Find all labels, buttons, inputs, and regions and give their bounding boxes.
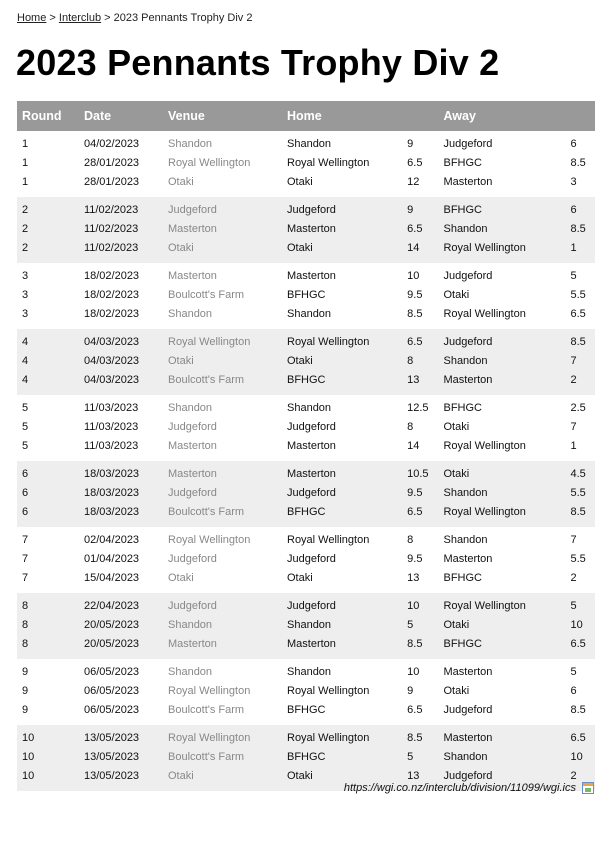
match-away-team: Otaki — [443, 289, 470, 301]
match-venue: Shandon — [168, 666, 213, 678]
table-row — [17, 197, 595, 220]
breadcrumb-interclub-link[interactable]: Interclub — [58, 12, 102, 24]
match-date: 11/02/2023 — [79, 197, 163, 220]
match-venue: Otaki — [163, 239, 282, 263]
match-home-team: BFHGC — [282, 503, 402, 527]
match-away-team: Shandon — [438, 484, 565, 503]
match-home-score: 12 — [407, 176, 420, 188]
match-away-score: 5 — [565, 593, 595, 616]
match-venue: Shandon — [168, 308, 213, 320]
match-away-score: 6 — [570, 685, 577, 697]
match-date: 02/04/2023 — [84, 534, 140, 546]
match-home-score: 10 — [407, 666, 420, 678]
match-home-team: Judgeford — [282, 593, 402, 616]
match-away-score: 3 — [570, 176, 577, 188]
match-round: 5 — [22, 402, 29, 414]
match-away-team: Shandon — [443, 534, 488, 546]
match-home-team: Masterton — [287, 270, 336, 282]
match-home-team: Royal Wellington — [287, 157, 370, 169]
match-away-score: 2 — [565, 371, 595, 395]
match-home-score: 12.5 — [407, 402, 429, 414]
match-away-team: BFHGC — [443, 572, 482, 584]
match-home-score: 5 — [402, 748, 438, 767]
breadcrumb-separator: > — [101, 12, 114, 24]
match-round: 1 — [22, 157, 29, 169]
match-round: 10 — [17, 748, 79, 767]
match-date: 11/03/2023 — [84, 440, 139, 452]
table-row — [17, 239, 595, 263]
calendar-icon[interactable] — [582, 782, 594, 794]
match-round: 8 — [17, 635, 79, 659]
fixtures-table — [17, 101, 595, 791]
match-round: 8 — [17, 593, 79, 616]
match-home-score: 14 — [402, 239, 438, 263]
match-round: 2 — [17, 239, 79, 263]
round-group — [17, 527, 595, 593]
match-home-team: Shandon — [287, 402, 332, 414]
match-away-score: 8.5 — [570, 157, 586, 169]
match-home-team: Judgeford — [287, 553, 336, 565]
match-home-score: 9 — [407, 685, 414, 697]
match-home-score: 13 — [407, 572, 420, 584]
match-date: 11/03/2023 — [84, 402, 139, 414]
match-home-team: Judgeford — [282, 484, 402, 503]
breadcrumb-separator: > — [46, 12, 59, 24]
match-round: 6 — [17, 503, 79, 527]
match-venue: Masterton — [163, 220, 282, 239]
match-home-score: 9.5 — [402, 484, 438, 503]
round-group — [17, 659, 595, 725]
match-date: 13/05/2023 — [79, 748, 163, 767]
match-date: 06/05/2023 — [84, 666, 140, 678]
match-round: 10 — [17, 767, 79, 791]
match-away-score: 5 — [570, 666, 577, 678]
match-round: 5 — [22, 440, 29, 452]
table-row — [17, 329, 595, 352]
match-away-score: 8.5 — [565, 220, 595, 239]
match-round: 3 — [22, 308, 29, 320]
match-date: 11/03/2023 — [84, 421, 139, 433]
round-group — [17, 263, 595, 329]
match-home-team: BFHGC — [282, 748, 402, 767]
match-date: 01/04/2023 — [84, 553, 140, 565]
match-home-team: Shandon — [282, 616, 402, 635]
match-home-team: Otaki — [282, 352, 402, 371]
table-row — [17, 503, 595, 527]
table-row — [17, 305, 595, 329]
table-row — [17, 173, 595, 197]
match-away-team: Judgeford — [443, 138, 493, 150]
table-row — [17, 484, 595, 503]
match-away-team: Otaki — [443, 685, 470, 697]
match-home-team: Royal Wellington — [282, 329, 402, 352]
match-home-team: Judgeford — [282, 197, 402, 220]
match-round: 4 — [17, 329, 79, 352]
match-home-team: Judgeford — [287, 421, 336, 433]
match-away-score: 2.5 — [570, 402, 586, 414]
match-date: 28/01/2023 — [84, 157, 140, 169]
match-date: 15/04/2023 — [84, 572, 140, 584]
header-row — [17, 101, 595, 131]
match-venue: Royal Wellington — [168, 157, 251, 169]
table-row — [17, 371, 595, 395]
match-date: 28/01/2023 — [84, 176, 140, 188]
match-venue: Masterton — [168, 440, 217, 452]
page-title: 2023 Pennants Trophy Div 2 — [16, 42, 500, 83]
match-round: 9 — [22, 666, 29, 678]
match-venue: Masterton — [163, 635, 282, 659]
match-away-score: 8.5 — [565, 503, 595, 527]
match-away-score: 1 — [570, 440, 577, 452]
match-date: 11/02/2023 — [79, 239, 163, 263]
match-date: 18/02/2023 — [84, 289, 140, 301]
match-date: 18/02/2023 — [84, 308, 140, 320]
match-away-team: Royal Wellington — [443, 308, 526, 320]
round-group — [17, 395, 595, 461]
table-row — [17, 154, 595, 173]
match-away-score: 5.5 — [570, 553, 586, 565]
match-home-score: 10 — [402, 593, 438, 616]
round-group — [17, 197, 595, 263]
match-away-score: 8.5 — [565, 329, 595, 352]
match-away-team: BFHGC — [438, 197, 565, 220]
match-away-team: Masterton — [438, 371, 565, 395]
match-away-team: BFHGC — [438, 635, 565, 659]
table-row — [17, 352, 595, 371]
match-away-score: 2 — [565, 767, 595, 791]
match-venue: Boulcott's Farm — [163, 371, 282, 395]
match-venue: Otaki — [163, 767, 282, 791]
match-away-score: 10 — [565, 616, 595, 635]
header-venue: Venue — [163, 101, 282, 131]
table-row — [17, 682, 595, 701]
table-row — [17, 748, 595, 767]
table-row — [17, 725, 595, 748]
match-away-team: Otaki — [438, 461, 565, 484]
match-venue: Judgeford — [163, 484, 282, 503]
match-home-team: Masterton — [282, 635, 402, 659]
match-away-team: Masterton — [443, 553, 493, 565]
match-away-team: Otaki — [443, 421, 470, 433]
match-date: 13/05/2023 — [79, 725, 163, 748]
table-row — [17, 659, 595, 682]
match-home-score: 13 — [402, 767, 438, 791]
match-home-score: 8 — [407, 421, 414, 433]
match-round: 9 — [22, 704, 29, 716]
header-home: Home — [282, 101, 438, 131]
match-away-team: Judgeford — [443, 270, 493, 282]
match-away-team: Masterton — [443, 176, 493, 188]
match-away-score: 8.5 — [570, 704, 586, 716]
match-venue: Royal Wellington — [163, 725, 282, 748]
match-round: 6 — [17, 461, 79, 484]
match-venue: Boulcott's Farm — [163, 503, 282, 527]
match-away-team: Royal Wellington — [438, 239, 565, 263]
match-date: 04/03/2023 — [79, 371, 163, 395]
match-home-team: Royal Wellington — [287, 534, 370, 546]
match-away-score: 5 — [570, 270, 577, 282]
match-home-score: 9 — [407, 138, 414, 150]
match-home-team: Shandon — [287, 308, 332, 320]
match-round: 7 — [22, 553, 29, 565]
header-away: Away — [438, 101, 595, 131]
table-row — [17, 461, 595, 484]
match-away-score: 5.5 — [565, 484, 595, 503]
match-home-team: Otaki — [287, 572, 313, 584]
match-venue: Boulcott's Farm — [163, 748, 282, 767]
match-venue: Otaki — [163, 352, 282, 371]
table-row — [17, 131, 595, 154]
match-away-score: 6 — [570, 138, 577, 150]
match-date: 11/02/2023 — [79, 220, 163, 239]
match-home-score: 10 — [407, 270, 420, 282]
match-round: 4 — [17, 352, 79, 371]
match-date: 18/03/2023 — [79, 461, 163, 484]
table-row — [17, 220, 595, 239]
match-away-team: BFHGC — [443, 157, 482, 169]
match-away-team: Shandon — [438, 748, 565, 767]
match-round: 10 — [17, 725, 79, 748]
match-home-score: 9 — [402, 197, 438, 220]
match-date: 04/03/2023 — [79, 352, 163, 371]
match-date: 20/05/2023 — [79, 635, 163, 659]
header-round: Round — [17, 101, 79, 131]
match-round: 6 — [17, 484, 79, 503]
match-venue: Royal Wellington — [168, 534, 251, 546]
match-venue: Shandon — [168, 138, 213, 150]
match-round: 1 — [22, 138, 29, 150]
match-home-score: 9.5 — [407, 289, 423, 301]
match-home-score: 8 — [402, 352, 438, 371]
ics-calendar-link[interactable] — [344, 782, 594, 794]
round-group — [17, 461, 595, 527]
match-home-team: Masterton — [282, 220, 402, 239]
match-venue: Judgeford — [163, 593, 282, 616]
table-row — [17, 635, 595, 659]
match-home-team: BFHGC — [287, 704, 326, 716]
breadcrumb — [17, 12, 252, 24]
match-venue: Masterton — [168, 270, 217, 282]
match-date: 20/05/2023 — [79, 616, 163, 635]
match-date: 06/05/2023 — [84, 685, 140, 697]
match-home-score: 8.5 — [402, 725, 438, 748]
match-date: 06/05/2023 — [84, 704, 140, 716]
match-away-team: Judgeford — [438, 329, 565, 352]
match-home-team: BFHGC — [287, 289, 326, 301]
match-round: 8 — [17, 616, 79, 635]
match-venue: Judgeford — [168, 421, 217, 433]
table-row — [17, 550, 595, 569]
round-group — [17, 131, 595, 197]
match-round: 5 — [22, 421, 29, 433]
match-date: 18/03/2023 — [79, 484, 163, 503]
match-venue: Boulcott's Farm — [168, 704, 245, 716]
match-away-team: BFHGC — [443, 402, 482, 414]
table-row — [17, 418, 595, 437]
match-home-score: 6.5 — [402, 503, 438, 527]
match-date: 18/02/2023 — [84, 270, 140, 282]
match-home-score: 6.5 — [402, 220, 438, 239]
match-home-team: Otaki — [282, 239, 402, 263]
breadcrumb-home-link[interactable]: Home — [17, 12, 47, 24]
match-home-team: Shandon — [287, 138, 332, 150]
match-away-score: 6.5 — [565, 635, 595, 659]
match-away-score: 6.5 — [565, 725, 595, 748]
match-venue: Royal Wellington — [163, 329, 282, 352]
match-date: 04/02/2023 — [84, 138, 140, 150]
match-round: 2 — [17, 220, 79, 239]
match-venue: Shandon — [168, 402, 213, 414]
match-away-team: Judgeford — [438, 767, 565, 791]
match-home-score: 8.5 — [407, 308, 423, 320]
match-home-team: BFHGC — [282, 371, 402, 395]
match-home-score: 6.5 — [407, 704, 423, 716]
match-home-team: Masterton — [282, 461, 402, 484]
match-home-score: 6.5 — [402, 329, 438, 352]
table-row — [17, 569, 595, 593]
match-venue: Judgeford — [163, 197, 282, 220]
match-away-score: 5.5 — [570, 289, 586, 301]
match-venue: Masterton — [163, 461, 282, 484]
match-round: 9 — [22, 685, 29, 697]
match-away-score: 1 — [565, 239, 595, 263]
match-round: 3 — [22, 270, 29, 282]
match-away-team: Judgeford — [443, 704, 493, 716]
match-round: 4 — [17, 371, 79, 395]
table-row — [17, 263, 595, 286]
match-date: 18/03/2023 — [79, 503, 163, 527]
match-date: 04/03/2023 — [79, 329, 163, 352]
table-row — [17, 701, 595, 725]
match-home-team: Royal Wellington — [282, 725, 402, 748]
match-home-score: 8.5 — [402, 635, 438, 659]
match-away-team: Royal Wellington — [438, 593, 565, 616]
match-away-score: 6.5 — [570, 308, 586, 320]
table-row — [17, 593, 595, 616]
match-away-team: Shandon — [438, 352, 565, 371]
table-row — [17, 437, 595, 461]
match-venue: Otaki — [168, 176, 194, 188]
match-home-team: Shandon — [287, 666, 332, 678]
match-away-score: 7 — [565, 352, 595, 371]
table-row — [17, 395, 595, 418]
table-row — [17, 286, 595, 305]
match-round: 3 — [22, 289, 29, 301]
table-header — [17, 101, 595, 131]
round-group — [17, 329, 595, 395]
match-round: 7 — [22, 534, 29, 546]
match-home-score: 14 — [407, 440, 420, 452]
match-away-team: Masterton — [438, 725, 565, 748]
match-venue: Royal Wellington — [168, 685, 251, 697]
match-venue: Otaki — [168, 572, 194, 584]
match-home-team: Masterton — [287, 440, 336, 452]
match-away-team: Masterton — [443, 666, 493, 678]
table-row — [17, 616, 595, 635]
table-row — [17, 527, 595, 550]
breadcrumb-current: 2023 Pennants Trophy Div 2 — [113, 12, 253, 24]
match-home-score: 13 — [402, 371, 438, 395]
match-home-score: 6.5 — [407, 157, 423, 169]
match-away-team: Otaki — [438, 616, 565, 635]
match-away-score: 6 — [565, 197, 595, 220]
match-away-team: Shandon — [438, 220, 565, 239]
header-date: Date — [79, 101, 163, 131]
match-home-score: 8 — [407, 534, 414, 546]
match-venue: Boulcott's Farm — [168, 289, 245, 301]
match-venue: Judgeford — [168, 553, 217, 565]
match-round: 2 — [17, 197, 79, 220]
match-home-score: 9.5 — [407, 553, 423, 565]
match-away-score: 4.5 — [565, 461, 595, 484]
ics-url[interactable]: https://wgi.co.nz/interclub/division/11099/wgi.ics — [343, 782, 576, 794]
match-home-team: Otaki — [282, 767, 402, 791]
match-away-score: 10 — [565, 748, 595, 767]
round-group — [17, 593, 595, 659]
match-home-team: Royal Wellington — [287, 685, 370, 697]
match-round: 1 — [22, 176, 29, 188]
match-home-score: 10.5 — [402, 461, 438, 484]
match-away-score: 7 — [570, 534, 577, 546]
match-away-score: 2 — [570, 572, 577, 584]
match-date: 22/04/2023 — [79, 593, 163, 616]
match-home-score: 5 — [402, 616, 438, 635]
match-home-team: Otaki — [287, 176, 313, 188]
match-venue: Shandon — [163, 616, 282, 635]
match-away-score: 7 — [570, 421, 577, 433]
match-away-team: Royal Wellington — [438, 503, 565, 527]
match-date: 13/05/2023 — [79, 767, 163, 791]
match-round: 7 — [22, 572, 29, 584]
match-away-team: Royal Wellington — [443, 440, 526, 452]
